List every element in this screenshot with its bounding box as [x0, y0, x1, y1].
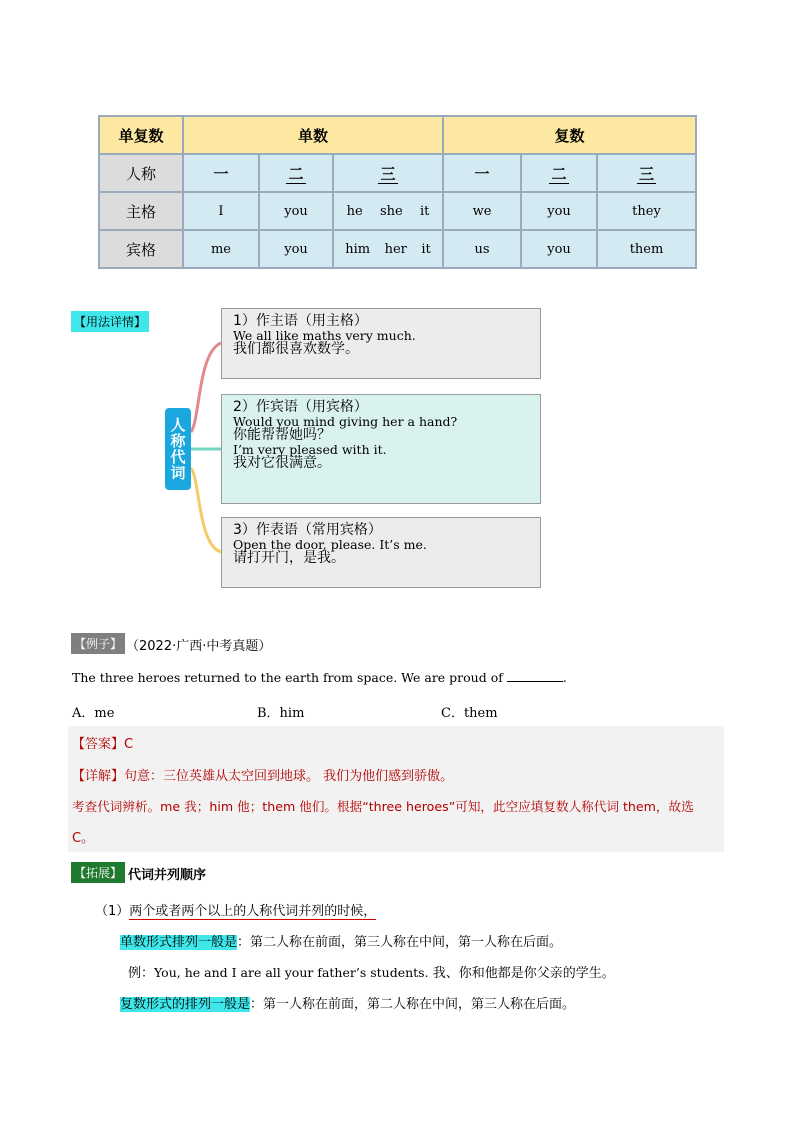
box-chinese: 你能帮帮她吗？: [233, 426, 331, 443]
box-english: I’m very pleased with it.: [233, 441, 387, 457]
cell-subject-s3: he she it: [333, 192, 443, 230]
row-label-object: 宾格: [99, 230, 183, 268]
cell-object-s1: me: [183, 230, 259, 268]
extension-title: 代词并列顺序: [128, 868, 207, 883]
cell-object-s3: him her it: [333, 230, 443, 268]
cell-person-s1: 一: [183, 154, 259, 192]
cell-object-s2: you: [259, 230, 333, 268]
connector-predicative: [191, 468, 221, 552]
box-chinese: 我们都很喜欢数学。: [233, 340, 359, 357]
cell-person-s2: 二: [259, 154, 333, 192]
cell-person-p3: 三: [597, 154, 696, 192]
header-plural: 复数: [443, 116, 696, 154]
connector-subject: [191, 343, 221, 432]
detail-line-1: 【详解】句意：三位英雄从太空回到地球。 我们为他们感到骄傲。: [72, 769, 454, 784]
option-c: C．them: [441, 706, 498, 721]
header-number-label: 单复数: [99, 116, 183, 154]
mindmap-center-node: 人称代词: [165, 408, 191, 490]
cell-subject-p2: you: [521, 192, 597, 230]
extension-tag: 【拓展】: [71, 862, 125, 883]
answer-line: 【答案】C: [72, 737, 134, 752]
cell-object-p3: them: [597, 230, 696, 268]
cell-person-p2: 二: [521, 154, 597, 192]
cell-person-s3: 三: [333, 154, 443, 192]
question-text: The three heroes returned to the earth from space. We are proud of .: [72, 670, 567, 685]
box-title: 1）作主语（用主格）: [233, 313, 368, 329]
order-example: 例：You, he and I are all your father’s students. 我、你和他都是你父亲的学生。: [128, 965, 615, 981]
example-tag: 【例子】: [71, 633, 125, 654]
row-label-person: 人称: [99, 154, 183, 192]
answer-value: C: [124, 737, 134, 752]
usage-tag: 【用法详情】: [71, 311, 149, 332]
answer-panel: [68, 726, 724, 852]
detail-line-2: 考查代词辨析。me 我；him 他；them 他们。根据“three heroes”可知，此空应填复数人称代词 them，故选: [72, 799, 694, 814]
question-source: （2022·广西·中考真题）: [126, 639, 272, 654]
singular-highlight: 单数形式排列一般是: [120, 935, 238, 950]
box-english: We all like maths very much.: [233, 327, 416, 343]
answer-blank: [507, 681, 563, 682]
header-singular: 单数: [183, 116, 443, 154]
box-chinese: 请打开门，是我。: [233, 549, 345, 566]
usage-box-object: [221, 394, 541, 504]
detail-line-3: C。: [72, 831, 95, 846]
box-title: 2）作宾语（用宾格）: [233, 399, 368, 415]
cell-person-p1: 一: [443, 154, 521, 192]
box-english: Open the door, please. It’s me.: [233, 536, 427, 552]
row-label-subject: 主格: [99, 192, 183, 230]
cell-object-p1: us: [443, 230, 521, 268]
cell-object-p2: you: [521, 230, 597, 268]
extension-item-1: （1）两个或者两个以上的人称代词并列的时候，: [95, 904, 377, 919]
plural-order-rule: 复数形式的排列一般是：第一人称在前面，第二人称在中间，第三人称在后面。: [120, 997, 576, 1012]
box-chinese: 我对它很满意。: [233, 454, 331, 471]
usage-box-subject: [221, 308, 541, 379]
option-a: A．me: [72, 706, 115, 721]
singular-order-rule: 单数形式排列一般是：第二人称在前面，第三人称在中间，第一人称在后面。: [120, 935, 563, 950]
box-title: 3）作表语（常用宾格）: [233, 522, 382, 538]
cell-subject-s2: you: [259, 192, 333, 230]
option-b: B．him: [257, 706, 305, 721]
plural-highlight: 复数形式的排列一般是: [120, 997, 251, 1012]
cell-subject-s1: I: [183, 192, 259, 230]
usage-box-predicative: [221, 517, 541, 588]
box-english: Would you mind giving her a hand?: [233, 413, 458, 429]
cell-subject-p1: we: [443, 192, 521, 230]
cell-subject-p3: they: [597, 192, 696, 230]
